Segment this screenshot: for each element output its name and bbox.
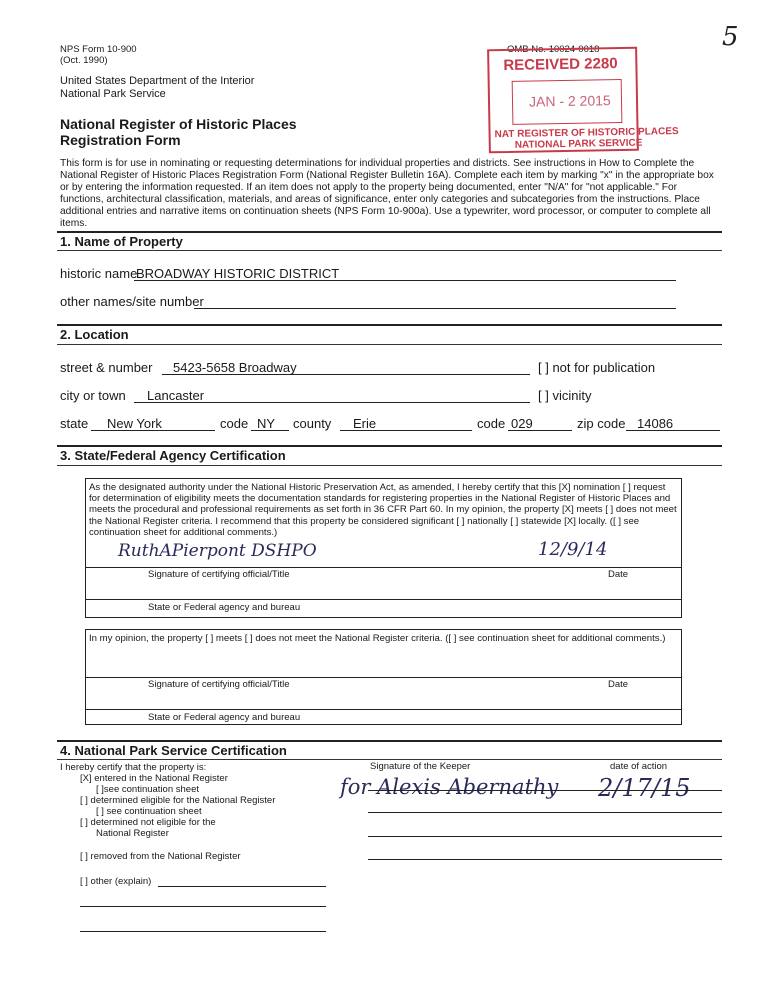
other-explain-line-2[interactable]	[80, 906, 326, 907]
agency-line-1	[86, 599, 681, 600]
state-label: state	[60, 416, 89, 431]
stamp-date: JAN - 2 2015	[528, 92, 611, 110]
stamp-line1: NAT REGISTER OF HISTORIC PLACES	[494, 125, 679, 141]
state-code-label: code	[220, 416, 249, 431]
action-date-value: 2/17/15	[598, 774, 691, 802]
action-date-label: date of action	[610, 761, 668, 772]
date-label-2: Date	[608, 679, 629, 690]
state-value[interactable]: New York	[107, 416, 162, 431]
signature-label-2: Signature of certifying official/Title	[148, 679, 290, 690]
entered-continuation[interactable]: [ ]see continuation sheet	[96, 784, 199, 795]
shpo-signature: RuthAPierpont DSHPO	[118, 541, 317, 561]
state-code-value[interactable]: NY	[257, 416, 276, 431]
not-eligible-checkbox[interactable]: [ ] determined not eligible for the	[80, 817, 216, 828]
shpo-signature-date: 12/9/14	[538, 539, 608, 560]
entered-checkbox[interactable]: [X] entered in the National Register	[80, 773, 228, 784]
nps-intro: I hereby certify that the property is:	[60, 762, 207, 773]
agency-line-2	[86, 709, 681, 710]
not-eligible-text: National Register	[96, 828, 169, 839]
eligible-continuation[interactable]: [ ] see continuation sheet	[96, 806, 202, 817]
section4-rule-top	[57, 740, 722, 742]
agency-label-1: State or Federal agency and bureau	[148, 602, 301, 613]
section2-title: 2. Location	[60, 327, 129, 342]
page-number-mark: 5	[722, 22, 739, 52]
city-label: city or town	[60, 388, 126, 403]
state-certification-box	[85, 478, 682, 618]
signature-line-2	[86, 677, 681, 678]
county-code-label: code	[477, 416, 506, 431]
other-explain-line-1[interactable]	[158, 886, 326, 887]
opinion-text: In my opinion, the property [ ] meets [ ] does not meet the National Register criteria. ([ ] see continuation sheet for additional comments.)	[89, 633, 666, 644]
keeper-line-1	[368, 790, 722, 791]
keeper-signature: for Alexis Abernathy	[340, 775, 559, 799]
county-value[interactable]: Erie	[353, 416, 377, 431]
section4-rule-bottom	[57, 759, 722, 760]
form-number: NPS Form 10-900	[60, 44, 137, 55]
omb-number: OMB No. 10024-0018	[507, 44, 600, 55]
signature-line-1	[86, 567, 681, 568]
not-for-publication-checkbox[interactable]: [ ] not for publication	[538, 360, 656, 375]
section4-title: 4. National Park Service Certification	[60, 743, 287, 758]
instructions-paragraph: This form is for use in nominating or requesting determinations for individual properties and districts. See instructions in How to Complete the National Register of Historic Places Registration Form (National Register Bulletin 16A). Complete each item by marking "x" in the appropriate box or by entering the information requested. If an item does not apply to the property being documented, enter "N/A" for "not applicable." For functions, architectural classification, materials, and areas of significance, enter only categories and subcategories from the instructions. Place additional entries and narrative items on continuation sheets (NPS Form 10-900a). Use a typewriter, word processor, or computer to complete all items.	[60, 158, 714, 229]
other-names-label: other names/site number	[60, 294, 204, 309]
certification-text: As the designated authority under the National Historic Preservation Act, as amended, I hereby certify that this [X] nomination [ ] request for determination of eligibility meets the documentation standards for registering properties in the National Register of Historic Places and meets the procedural and professional requirements as set forth in 36 CFR Part 60. In my opinion, the property [X] meets [ ] does not meet the National Register criteria. I recommend that this property be considered significant [ ] nationally [ ] statewide [X] locally. ([ ] see continuation sheet for additional comments.)	[89, 482, 677, 538]
keeper-line-2	[368, 812, 722, 813]
removed-checkbox[interactable]: [ ] removed from the National Register	[80, 851, 241, 862]
zip-label: zip code	[577, 416, 626, 431]
opinion-box	[85, 629, 682, 725]
vicinity-checkbox[interactable]: [ ] vicinity	[538, 388, 592, 403]
form-title: National Register of Historic Places	[60, 116, 297, 132]
other-explain-line-3[interactable]	[80, 931, 326, 932]
department-line: United States Department of the Interior	[60, 75, 255, 87]
agency-label-2: State or Federal agency and bureau	[148, 712, 301, 723]
county-label: county	[293, 416, 332, 431]
section2-rule-top	[57, 324, 722, 326]
signature-label-1: Signature of certifying official/Title	[148, 569, 290, 580]
section3-rule-bottom	[57, 465, 722, 466]
keeper-label: Signature of the Keeper	[370, 761, 471, 772]
section1-title: 1. Name of Property	[60, 234, 183, 249]
keeper-line-4	[368, 859, 722, 860]
section1-rule-bottom	[57, 250, 722, 251]
street-label: street & number	[60, 360, 153, 375]
historic-name-value[interactable]: BROADWAY HISTORIC DISTRICT	[136, 266, 340, 281]
other-names-line[interactable]	[194, 308, 676, 309]
section2-rule-bottom	[57, 344, 722, 345]
section3-title: 3. State/Federal Agency Certification	[60, 448, 286, 463]
street-value[interactable]: 5423-5658 Broadway	[173, 360, 297, 375]
received-stamp	[487, 47, 679, 154]
stamp-line2: NATIONAL PARK SERVICE	[514, 137, 643, 151]
date-label-1: Date	[608, 569, 629, 580]
eligible-checkbox[interactable]: [ ] determined eligible for the National Register	[80, 795, 276, 806]
section3-rule-top	[57, 445, 722, 447]
county-code-value[interactable]: 029	[511, 416, 533, 431]
form-subtitle: Registration Form	[60, 132, 181, 148]
form-date: (Oct. 1990)	[60, 55, 108, 66]
agency-line: National Park Service	[60, 88, 166, 100]
city-value[interactable]: Lancaster	[147, 388, 205, 403]
keeper-line-3	[368, 836, 722, 837]
zip-value[interactable]: 14086	[637, 416, 674, 431]
historic-name-label: historic name	[60, 266, 138, 281]
stamp-received: RECEIVED 2280	[503, 55, 618, 75]
stamp-inner-box	[512, 79, 623, 125]
other-checkbox[interactable]: [ ] other (explain)	[80, 876, 152, 887]
section1-rule-top	[57, 231, 722, 233]
